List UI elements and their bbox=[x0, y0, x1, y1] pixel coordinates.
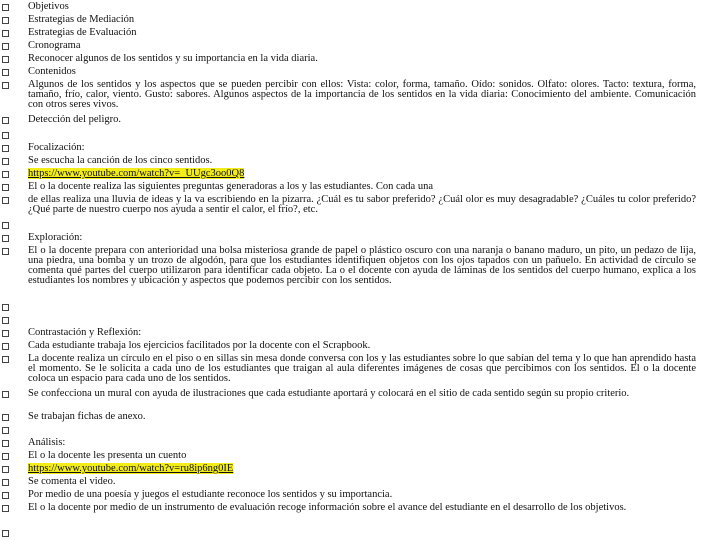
checkbox-icon bbox=[2, 391, 9, 398]
checkbox-icon bbox=[2, 43, 9, 50]
list-item-text: Objetivos bbox=[28, 1, 69, 12]
list-item-text: Detección del peligro. bbox=[28, 114, 122, 125]
checkbox-icon bbox=[2, 235, 9, 242]
checkbox-icon bbox=[2, 317, 9, 324]
checkbox-icon bbox=[2, 356, 9, 363]
video-link[interactable]: https://www.youtube.com/watch?v=_UUgc3oo0Q8 bbox=[28, 168, 245, 179]
checkbox-icon bbox=[2, 69, 9, 76]
list-item-text: El o la docente prepara con anterioridad una bolsa misteriosa grande de papel o plástico oscuro con una naranja o banano maduro, un pito, un pedazo de lija, una piedra, una bomba y un trozo de algodón, para que los estudiantes identifiquen objetos con los ojos tapados con un pañuelo. En actividad de círculo se comenta qué partes del cuerpo utilizaron para identificar cada objeto. La o el docente con ayuda de láminas de los sentidos del cuerpo humano, explica a los estudiantes los nombres y ubicación y aspectos que podemos percibir con los sentidos. bbox=[28, 245, 696, 286]
checkbox-icon bbox=[2, 440, 9, 447]
checkbox-icon bbox=[2, 466, 9, 473]
list-item-text: El o la docente les presenta un cuento bbox=[28, 450, 187, 461]
checkbox-icon bbox=[2, 30, 9, 37]
checkbox-icon bbox=[2, 505, 9, 512]
list-item-text: de ellas realiza una lluvia de ideas y la va escribiendo en la pizarra. ¿Cuál es tu sabor preferido? ¿Cuál olor es muy desagradable? ¿Cuáles tu color preferido? ¿Qué parte de nuestro cuerpo nos ayuda a sentir el calor, el frío?, etc. bbox=[28, 194, 696, 215]
checkbox-icon bbox=[2, 248, 9, 255]
checkbox-icon bbox=[2, 414, 9, 421]
checkbox-icon bbox=[2, 492, 9, 499]
list-item-text: Algunos de los sentidos y los aspectos que se pueden percibir con ellos: Vista: color, forma, tamaño. Oído: sonidos. Olfato: olores. Tacto: textura, forma, tamaño, frío, calor, viento. Gusto: sabores. Algunos aspectos de la importancia de los sentidos en la vida diaria: Conocimiento del ambiente. Comunicación con otros seres vivos. bbox=[28, 79, 696, 110]
checkbox-icon bbox=[2, 17, 9, 24]
checkbox-icon bbox=[2, 184, 9, 191]
section-heading: Análisis: bbox=[28, 437, 66, 448]
list-item-text: Estrategias de Mediación bbox=[28, 14, 135, 25]
checkbox-icon bbox=[2, 117, 9, 124]
list-item-text: Se escucha la canción de los cinco sentidos. bbox=[28, 155, 213, 166]
list-item-text: Cada estudiante trabaja los ejercicios facilitados por la docente con el Scrapbook. bbox=[28, 340, 371, 351]
checkbox-icon bbox=[2, 4, 9, 11]
section-heading: Focalización: bbox=[28, 142, 85, 153]
list-item-text: Se confecciona un mural con ayuda de ilustraciones que cada estudiante aportará y colocará en el sitio de cada sentido según su propio criterio. bbox=[28, 388, 630, 399]
checkbox-icon bbox=[2, 158, 9, 165]
section-heading: Contrastación y Reflexión: bbox=[28, 327, 142, 338]
video-link[interactable]: https://www.youtube.com/watch?v=ru8ip6ng0IE bbox=[28, 463, 234, 474]
checkbox-icon bbox=[2, 304, 9, 311]
list-item-text: El o la docente realiza las siguientes preguntas generadoras a los y las estudiantes. Con cada una bbox=[28, 181, 433, 192]
checkbox-icon bbox=[2, 222, 9, 229]
checkbox-icon bbox=[2, 197, 9, 204]
checkbox-icon bbox=[2, 330, 9, 337]
list-item-text: El o la docente por medio de un instrumento de evaluación recoge información sobre el avance del estudiante en el desarrollo de los objetivos. bbox=[28, 502, 627, 513]
checkbox-icon bbox=[2, 145, 9, 152]
list-item-text: La docente realiza un círculo en el piso o en sillas sin mesa donde conversa con los y las estudiantes sobre lo que sabían del tema y lo que han aprendido hasta el momento. Se le solicita a cada uno de los estudiantes que traigan al aula diferentes imágenes de cosas que percibimos con los sentidos. El o la docente coloca un espacio para cada uno de los sentidos. bbox=[28, 353, 696, 384]
list-item-text: Contenidos bbox=[28, 66, 76, 77]
checkbox-icon bbox=[2, 56, 9, 63]
list-item-text: Por medio de una poesía y juegos el estudiante reconoce los sentidos y su importancia. bbox=[28, 489, 393, 500]
list-item-text: Reconocer algunos de los sentidos y su importancia en la vida diaria. bbox=[28, 53, 318, 64]
section-heading: Exploración: bbox=[28, 232, 83, 243]
list-item-text: Estrategias de Evaluación bbox=[28, 27, 137, 38]
checkbox-icon bbox=[2, 82, 9, 89]
checkbox-icon bbox=[2, 427, 9, 434]
list-item-text: Se trabajan fichas de anexo. bbox=[28, 411, 146, 422]
checkbox-icon bbox=[2, 132, 9, 139]
checkbox-icon bbox=[2, 343, 9, 350]
checkbox-icon bbox=[2, 530, 9, 537]
checkbox-icon bbox=[2, 453, 9, 460]
list-item-text: Se comenta el video. bbox=[28, 476, 116, 487]
checkbox-icon bbox=[2, 479, 9, 486]
list-item-text: Cronograma bbox=[28, 40, 81, 51]
checkbox-icon bbox=[2, 171, 9, 178]
